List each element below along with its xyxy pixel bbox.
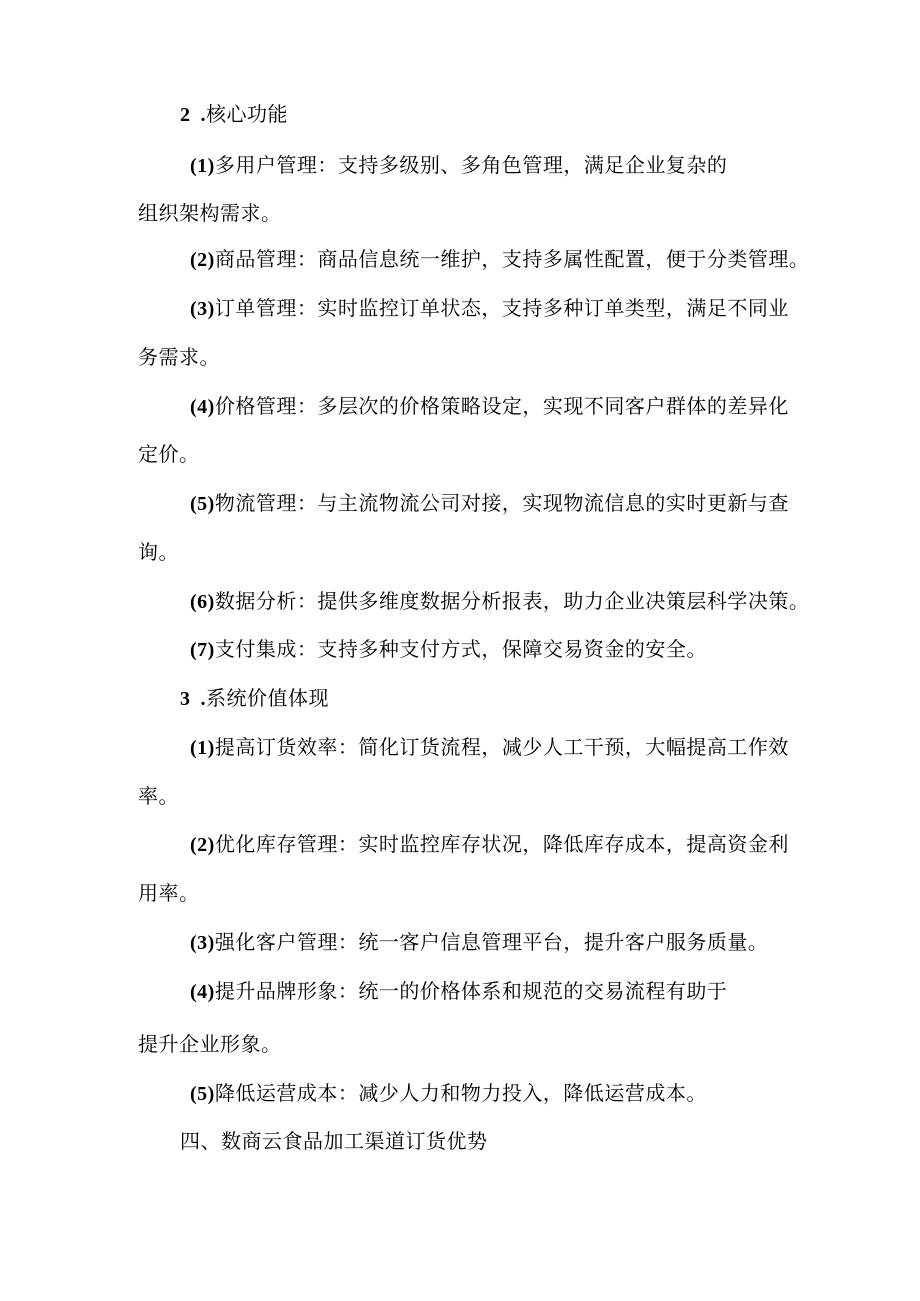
section-dot: . [200,104,206,126]
list-item [190,245,809,274]
item-number: (1) [190,155,215,177]
section-number: 2 [180,104,191,126]
item-number: (3) [190,932,215,954]
section-title: 核心功能 [206,102,288,126]
list-item-continuation: 组织架构需求。 [138,201,282,225]
item-text: 优化库存管理：实时监控库存状况，降低库存成本，提高资金利 [214,832,789,856]
item-text: 提高订货效率：简化订货流程，减少人工干预，大幅提高工作效 [214,735,789,759]
list-item [190,928,768,957]
list-item-continuation: 定价。 [138,442,200,466]
list-item-continuation: 提升企业形象。 [138,1032,282,1056]
list-item [190,489,789,518]
item-number: (5) [190,493,215,515]
section-heading-value [180,684,329,713]
list-item [190,635,707,664]
item-text: 强化客户管理：统一客户信息管理平台，提升客户服务质量。 [214,930,769,954]
chapter-heading: 四、数商云食品加工渠道订货优势 [180,1129,488,1153]
item-number: (6) [190,591,215,613]
item-text: 数据分析：提供多维度数据分析报表，助力企业决策层科学决策。 [214,589,810,613]
item-text: 降低运营成本：减少人力和物力投入，降低运营成本。 [214,1081,707,1105]
item-number: (4) [190,396,215,418]
section-heading-core [180,100,288,129]
list-item [190,587,809,616]
item-text: 提升品牌形象：统一的价格体系和规范的交易流程有助于 [214,979,728,1003]
list-item [190,830,789,859]
list-item [190,151,727,180]
item-text: 价格管理：多层次的价格策略设定，实现不同客户群体的差异化 [214,394,789,418]
section-title: 系统价值体现 [206,686,329,710]
list-item [190,294,789,323]
section-number: 3 [180,688,191,710]
list-item [190,1079,707,1108]
item-number: (7) [190,639,215,661]
list-item [190,977,727,1006]
item-number: (1) [190,737,215,759]
list-item [190,392,789,421]
item-text: 商品管理：商品信息统一维护，支持多属性配置，便于分类管理。 [214,247,810,271]
list-item-continuation: 询。 [138,540,179,564]
section-dot: . [200,688,206,710]
item-text: 多用户管理：支持多级别、多角色管理，满足企业复杂的 [214,153,728,177]
list-item-continuation: 用率。 [138,881,200,905]
list-item-continuation: 率。 [138,784,179,808]
item-text: 物流管理：与主流物流公司对接，实现物流信息的实时更新与查 [214,491,789,515]
item-number: (2) [190,834,215,856]
list-item-continuation: 务需求。 [138,345,220,369]
item-number: (5) [190,1083,215,1105]
list-item [190,733,789,762]
item-number: (2) [190,249,215,271]
item-number: (3) [190,298,215,320]
item-text: 支付集成：支持多种支付方式，保障交易资金的安全。 [214,637,707,661]
item-number: (4) [190,981,215,1003]
item-text: 订单管理：实时监控订单状态，支持多种订单类型，满足不同业 [214,296,789,320]
